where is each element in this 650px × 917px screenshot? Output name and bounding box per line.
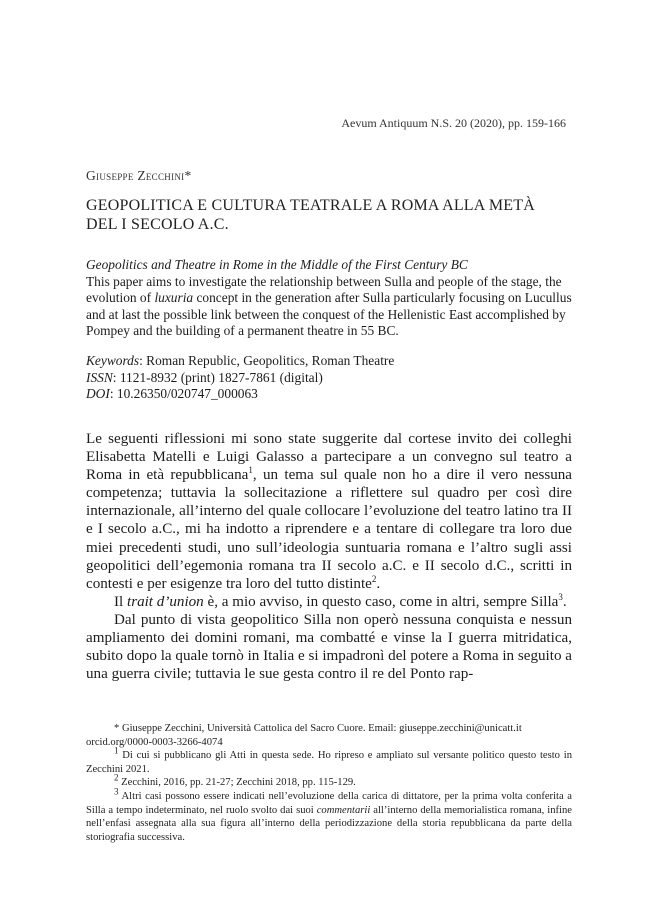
footnote-text: Zecchini, 2016, pp. 21-27; Zecchini 2018, pp. 115-129. — [118, 777, 356, 789]
footnote-ref[interactable]: 2 — [371, 573, 377, 584]
footnote-ref[interactable]: 1 — [248, 465, 253, 476]
footnote-number: 2 — [114, 772, 119, 783]
footnote-number: 1 — [114, 745, 119, 756]
issn-label: ISSN — [86, 369, 113, 385]
footnote-text: Altri casi possono essere indicati nell’evoluzione della carica di dittatore, per la prima volta conferita a Silla a tempo indeterminato, nel ruolo svolto dai suoi — [86, 790, 572, 816]
footnote-2 — [86, 772, 572, 790]
article-title-line: GEOPOLITICA E CULTURA TEATRALE A ROMA ALLA METÀ — [86, 197, 535, 214]
author-name: Giuseppe Zecchini* — [86, 168, 192, 183]
article-title — [86, 196, 566, 234]
body-text-segment: Il — [114, 593, 127, 610]
english-title: Geopolitics and Theatre in Rome in the Middle of the First Century BC — [86, 257, 468, 272]
body-text-segment: , un tema sul quale non ho a dire il vero nessuna competenza; tuttavia la sollecitazione a riflettere sul quadro per così dire internazionale, all’interno del quale collocare l’evoluzione del teatro latino tra II e I secolo a.C., mi ha indotto a riprendere e a tentare di collegare tra loro due miei precedenti studi, uno sull’ideologia suntuaria romana e l’altro sugli assi geopolitici dell’egemonia romana tra II secolo a.C. e II secolo d.C., scritti in contesti e per esigenze tra loro del tutto distinte — [86, 467, 572, 592]
abstract-text-segment: concept in the generation after Sulla particularly focusing on Lucullus and at last the possible link between the conquest of the Hellenistic East accomplished by Pompey and the building of a permanent theatre in 55 BC. — [86, 290, 572, 339]
body-text — [86, 430, 572, 683]
footnote-text: all’interno della memorialistica romana, infine nell’enfasi assegnata alla sua figura all’interno della periodizzazione della storia repubblicana da parte della storiografia successiva. — [86, 804, 572, 843]
keywords-line — [86, 353, 572, 370]
footnote-author: * Giuseppe Zecchini, Università Cattolica del Sacro Cuore. Email: giuseppe.zecchini@unicatt.it — [114, 723, 522, 734]
body-paragraph: Dal punto di vista geopolitico Silla non operò nessuna conquista e nessun ampliamento dei domini romani, ma combatté e vinse la I guerra mitridatica, subito dopo la quale tornò in Italia e si impadronì del potere a Roma in seguito a una guerra civile; tuttavia le sue gesta contro il re del Ponto rap- — [86, 611, 572, 683]
footnote-text: Di cui si pubblicano gli Atti in questa sede. Ho ripreso e ampliato sul versante politico questo testo in Zecchini 2021. — [86, 750, 572, 775]
abstract — [86, 257, 572, 340]
article-title-line: DEL I SECOLO A.C. — [86, 216, 229, 233]
footnote-1 — [86, 745, 572, 776]
footnotes — [86, 722, 572, 844]
doi-value: : 10.26350/020747_000063 — [109, 386, 258, 402]
body-text-segment: . — [376, 575, 381, 592]
footnote-italic-term: commentarii — [316, 804, 371, 816]
article-metadata — [86, 353, 572, 403]
body-text-segment: è, a mio avviso, in questo caso, come in altri, sempre Silla — [203, 593, 559, 610]
body-paragraph — [86, 430, 572, 593]
body-text-segment: . — [562, 593, 567, 610]
journal-reference: Aevum Antiquum N.S. 20 (2020), pp. 159-166 — [341, 116, 566, 130]
footnote-orcid: orcid.org/0000-0003-3266-4074 — [86, 736, 223, 748]
keywords-label: Keywords — [86, 353, 140, 368]
footnote-ref[interactable]: 3 — [558, 591, 563, 602]
abstract-text-segment: This paper aims to investigate the relationship between Sulla and people of the stage, the evolution of — [86, 273, 562, 306]
issn-value: : 1121-8932 (print) 1827-7861 (digital) — [112, 369, 323, 385]
doi-line — [86, 386, 572, 403]
abstract-italic-term: luxuria — [154, 290, 194, 306]
abstract-text — [86, 274, 572, 340]
footnote-number: 3 — [114, 786, 119, 797]
body-italic-term: trait d’union — [127, 593, 204, 610]
keywords-value: : Roman Republic, Geopolitics, Roman Theatre — [139, 353, 395, 368]
body-paragraph — [86, 593, 572, 611]
footnote-3 — [86, 786, 572, 844]
doi-label: DOI — [86, 386, 110, 402]
issn-line — [86, 370, 572, 387]
body-text-segment: Le seguenti riflessioni mi sono state suggerite dal cortese invito dei colleghi Elisabetta Matelli e Luigi Galasso a partecipare a un convegno sul teatro a Roma in età repubblicana — [86, 431, 572, 484]
